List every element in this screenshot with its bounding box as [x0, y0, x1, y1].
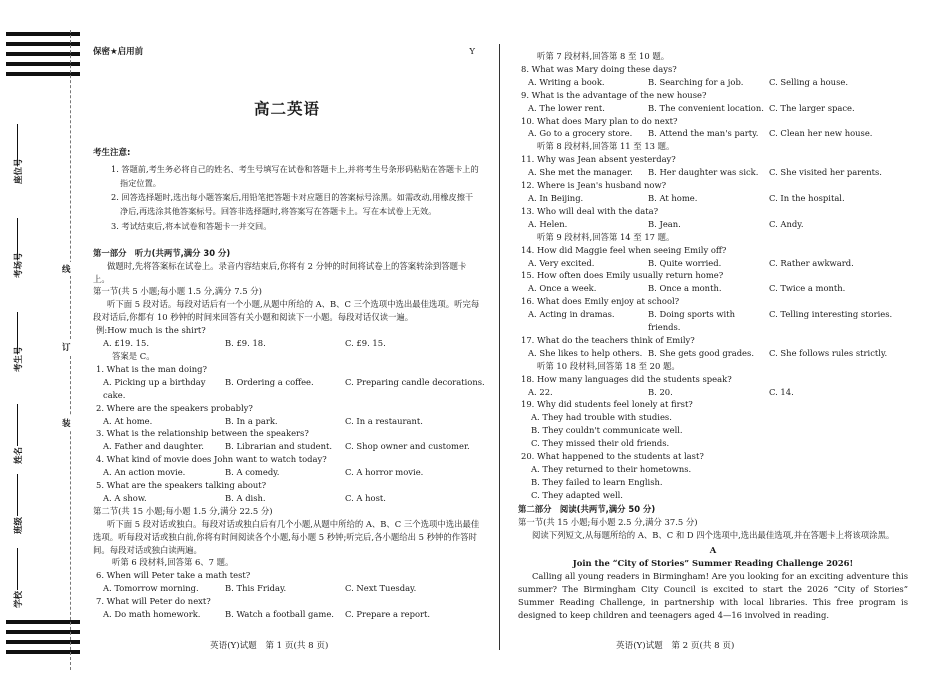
notice-item: 1. 答题前,考生务必将自己的姓名、考生号填写在试卷和答题卡上,并将考生号条形码粘贴在答题卡上的指定位置。	[111, 163, 479, 188]
option: A. They returned to their hometowns.	[531, 464, 692, 474]
option: C. Selling a house.	[769, 76, 848, 87]
notice-item: 2. 回答选择题时,选出每小题答案后,用铅笔把答题卡对应题目的答案标号涂黑。如需改动,用橡皮擦干净后,再选涂其他答案标号。回答非选择题时,将答案写在答题卡上。写在本试卷上无效。	[111, 192, 474, 217]
option: C. A host.	[345, 492, 386, 503]
options-row	[518, 386, 908, 399]
option: B. In a park.	[225, 415, 278, 426]
option: B. The convenient location.	[648, 102, 764, 113]
write-line	[17, 404, 18, 446]
option: C. They missed their old friends.	[531, 438, 670, 449]
options-row	[518, 308, 908, 334]
option: C. In a restaurant.	[345, 415, 423, 426]
binding-stripe	[6, 72, 80, 76]
option: C. Andy.	[769, 218, 804, 229]
binding-field	[8, 548, 48, 658]
options-row	[518, 347, 908, 360]
options-row	[93, 608, 481, 621]
binding-margin	[0, 0, 90, 688]
option: B. She gets good grades.	[648, 347, 754, 358]
question: 18. How many languages did the students speak?	[521, 373, 732, 384]
options-row	[518, 282, 908, 295]
section1-heading: 第一节(共 5 小题;每小题 1.5 分,满分 7.5 分)	[93, 286, 262, 297]
options-row	[93, 440, 481, 453]
option: B. Jean.	[648, 218, 681, 229]
binding-field-label: 班级	[14, 516, 24, 534]
part1-intro: 做题时,先将答案标在试卷上。录音内容结束后,你将有 2 分钟的时间将试卷上的答案转涂到答题卡上。	[93, 260, 467, 284]
option: C. 14.	[769, 386, 794, 397]
option: C. In the hospital.	[769, 192, 845, 203]
page-2-footer: 英语(Y)试题 第 2 页(共 8 页)	[616, 641, 735, 651]
option: A. Once a week.	[528, 283, 597, 294]
page-1-footer: 英语(Y)试题 第 1 页(共 8 页)	[210, 641, 329, 651]
options-row	[93, 466, 481, 479]
option: A. A show.	[103, 492, 147, 503]
option: A. £19. 15.	[103, 338, 150, 349]
write-line	[17, 548, 18, 590]
paper-code: Y	[469, 47, 475, 57]
passage-text: Calling all young readers in Birmingham! Are you looking for an exciting adventure this summer? The Birmingham City Council is excited to start the 2026 “City of Stories” Summer Reading Challenge, in partnership with local libraries. This free program is designed to keep children and teenagers aged 4—16 involved in reading.	[518, 571, 908, 620]
binding-stripe	[6, 62, 80, 66]
question: 10. What does Mary plan to do next?	[521, 115, 678, 126]
option: C. They adapted well.	[531, 489, 623, 500]
header-line	[93, 46, 481, 59]
question: 12. Where is Jean's husband now?	[521, 180, 667, 191]
option: B. 20.	[648, 386, 673, 397]
option: B. Once a month.	[648, 283, 722, 294]
options-row	[518, 218, 908, 231]
binding-stripe	[6, 42, 80, 46]
option: B. Searching for a job.	[648, 76, 744, 87]
part1-heading: 第一部分 听力(共两节,满分 30 分)	[93, 247, 231, 258]
options-row	[93, 376, 485, 402]
part2-section1-heading: 第一节(共 15 小题;每小题 2.5 分,满分 37.5 分)	[518, 516, 698, 527]
option: C. Telling interesting stories.	[769, 309, 893, 320]
binding-stripe	[6, 52, 80, 56]
option: A. Go to a grocery store.	[528, 128, 633, 139]
question: 6. When will Peter take a math test?	[96, 570, 251, 581]
option: B. At home.	[648, 192, 698, 203]
question: 15. How often does Emily usually return home?	[521, 270, 724, 281]
question: 2. Where are the speakers probably?	[96, 402, 253, 413]
material-label: 听第 6 段材料,回答第 6、7 题。	[112, 557, 234, 568]
seal-mark-line: 线	[62, 262, 71, 276]
question: 19. Why did students feel lonely at first?	[521, 399, 693, 410]
option: A. She likes to help others.	[528, 347, 643, 358]
page-divider	[499, 44, 500, 650]
option: C. Twice a month.	[769, 283, 846, 294]
material-label: 听第 9 段材料,回答第 14 至 17 题。	[537, 231, 675, 242]
options-row	[518, 192, 908, 205]
binding-field-label: 考生号	[14, 346, 24, 372]
option: A. An action movie.	[103, 467, 186, 478]
options-row	[518, 76, 908, 89]
confidential-mark: 保密★启用前	[93, 47, 144, 57]
option: C. Preparing candle decorations.	[345, 376, 485, 387]
option: B. £9. 18.	[225, 338, 266, 349]
seal-mark-bind: 订	[62, 340, 71, 354]
notice-item: 3. 考试结束后,将本试卷和答题卡一并交回。	[111, 220, 272, 231]
option: C. Next Tuesday.	[345, 583, 417, 594]
option: C. She visited her parents.	[769, 167, 882, 178]
options-row	[93, 492, 481, 505]
question: 1. What is the man doing?	[96, 363, 208, 374]
write-line	[17, 474, 18, 516]
page-1	[93, 46, 485, 621]
option: C. Shop owner and customer.	[345, 441, 470, 452]
binding-field-label: 座位号	[14, 158, 24, 184]
question: 11. Why was Jean absent yesterday?	[521, 154, 676, 165]
option: C. Prepare a report.	[345, 609, 431, 620]
option: C. Rather awkward.	[769, 257, 854, 268]
page-2	[518, 50, 908, 622]
notice-heading: 考生注意:	[93, 147, 131, 158]
option: B. Librarian and student.	[225, 441, 333, 452]
option: A. Very excited.	[528, 257, 595, 268]
binding-field-label: 考场号	[14, 252, 24, 278]
question: 20. What happened to the students at last?	[521, 451, 704, 462]
option: B. Her daughter was sick.	[648, 167, 759, 178]
options-row	[518, 166, 908, 179]
section1-intro: 听下面 5 段对话。每段对话后有一个小题,从题中所给的 A、B、C 三个选项中选出最佳选项。听完每段对话后,你都有 10 秒钟的时间来回答有关小题和阅读下一小题。每段对话仅读一遍。	[93, 299, 480, 323]
option: A. 22.	[528, 386, 553, 397]
question: 16. What does Emily enjoy at school?	[521, 296, 680, 307]
option: B. They couldn't communicate well.	[531, 425, 683, 436]
option: B. Quite worried.	[648, 257, 722, 268]
option: A. Acting in dramas.	[528, 309, 615, 320]
section2-heading: 第二节(共 15 小题;每小题 1.5 分,满分 22.5 分)	[93, 505, 273, 516]
option: B. Ordering a coffee.	[225, 376, 314, 387]
option: A. Writing a book.	[528, 76, 605, 87]
question: 8. What was Mary doing these days?	[521, 63, 677, 74]
question: 17. What do the teachers think of Emily?	[521, 334, 695, 345]
part2-heading: 第二部分 阅读(共两节,满分 50 分)	[518, 503, 656, 514]
example-answer: 答案是 C。	[112, 350, 155, 361]
options-row	[93, 415, 481, 428]
options-row	[93, 582, 481, 595]
option: A. Father and daughter.	[103, 441, 204, 452]
option: C. The larger space.	[769, 102, 855, 113]
example-options	[93, 337, 481, 350]
question: 4. What kind of movie does John want to watch today?	[96, 454, 327, 465]
option: B. They failed to learn English.	[531, 476, 663, 487]
material-label: 听第 7 段材料,回答第 8 至 10 题。	[537, 51, 670, 61]
option: B. A comedy.	[225, 467, 280, 478]
question: 3. What is the relationship between the speakers?	[96, 428, 309, 439]
option: B. This Friday.	[225, 583, 287, 594]
option: C. Clean her new house.	[769, 128, 873, 139]
binding-field-label: 姓名	[14, 446, 24, 464]
question: 7. What will Peter do next?	[96, 596, 211, 607]
binding-stripe	[6, 32, 80, 36]
option: C. She follows rules strictly.	[769, 347, 888, 358]
option: C. £9. 15.	[345, 338, 386, 349]
option: A. At home.	[103, 415, 153, 426]
option: A. In Beijing.	[528, 192, 584, 203]
question: 9. What is the advantage of the new house?	[521, 89, 707, 100]
option: A. They had trouble with studies.	[531, 412, 672, 423]
option: A. Do math homework.	[103, 609, 201, 620]
passage-letter: A	[709, 545, 717, 556]
option: A. Picking up a birthday cake.	[103, 376, 206, 400]
option: B. Doing sports with friends.	[648, 309, 735, 333]
question: 5. What are the speakers talking about?	[96, 480, 267, 491]
exam-title: 高二英语	[253, 99, 320, 118]
option: A. Helen.	[528, 218, 568, 229]
question: 14. How did Maggie feel when seeing Emily off?	[521, 244, 727, 255]
material-label: 听第 10 段材料,回答第 18 至 20 题。	[537, 360, 680, 371]
option: A. She met the manager.	[528, 167, 633, 178]
option: B. Watch a football game.	[225, 609, 334, 620]
option: A. The lower rent.	[528, 102, 605, 113]
option: B. A dish.	[225, 492, 266, 503]
option: C. A horror movie.	[345, 467, 424, 478]
option: A. Tomorrow morning.	[103, 583, 199, 594]
part2-intro: 阅读下列短文,从每题所给的 A、B、C 和 D 四个选项中,选出最佳选项,并在答题卡上将该项涂黑。	[532, 529, 895, 540]
question: 13. Who will deal with the data?	[521, 205, 659, 216]
option: B. Attend the man's party.	[648, 128, 759, 139]
material-label: 听第 8 段材料,回答第 11 至 13 题。	[537, 141, 675, 152]
binding-field-label: 学校	[14, 590, 24, 608]
seal-mark-pack: 装	[62, 416, 71, 430]
passage-title: Join the “City of Stories” Summer Reading Challenge 2026!	[572, 558, 854, 569]
options-row	[518, 102, 908, 115]
options-row	[518, 127, 908, 140]
options-row	[518, 257, 908, 270]
example-question: 例:How much is the shirt?	[96, 325, 206, 336]
section2-intro: 听下面 5 段对话或独白。每段对话或独白后有几个小题,从题中所给的 A、B、C 三个选项中选出最佳选项。听每段对话或独白前,你将有时间阅读各个小题,每小题 5 秒钟;听完后,各小题给出 5 秒钟的作答时间。每段对话或独白读两遍。	[93, 518, 480, 555]
